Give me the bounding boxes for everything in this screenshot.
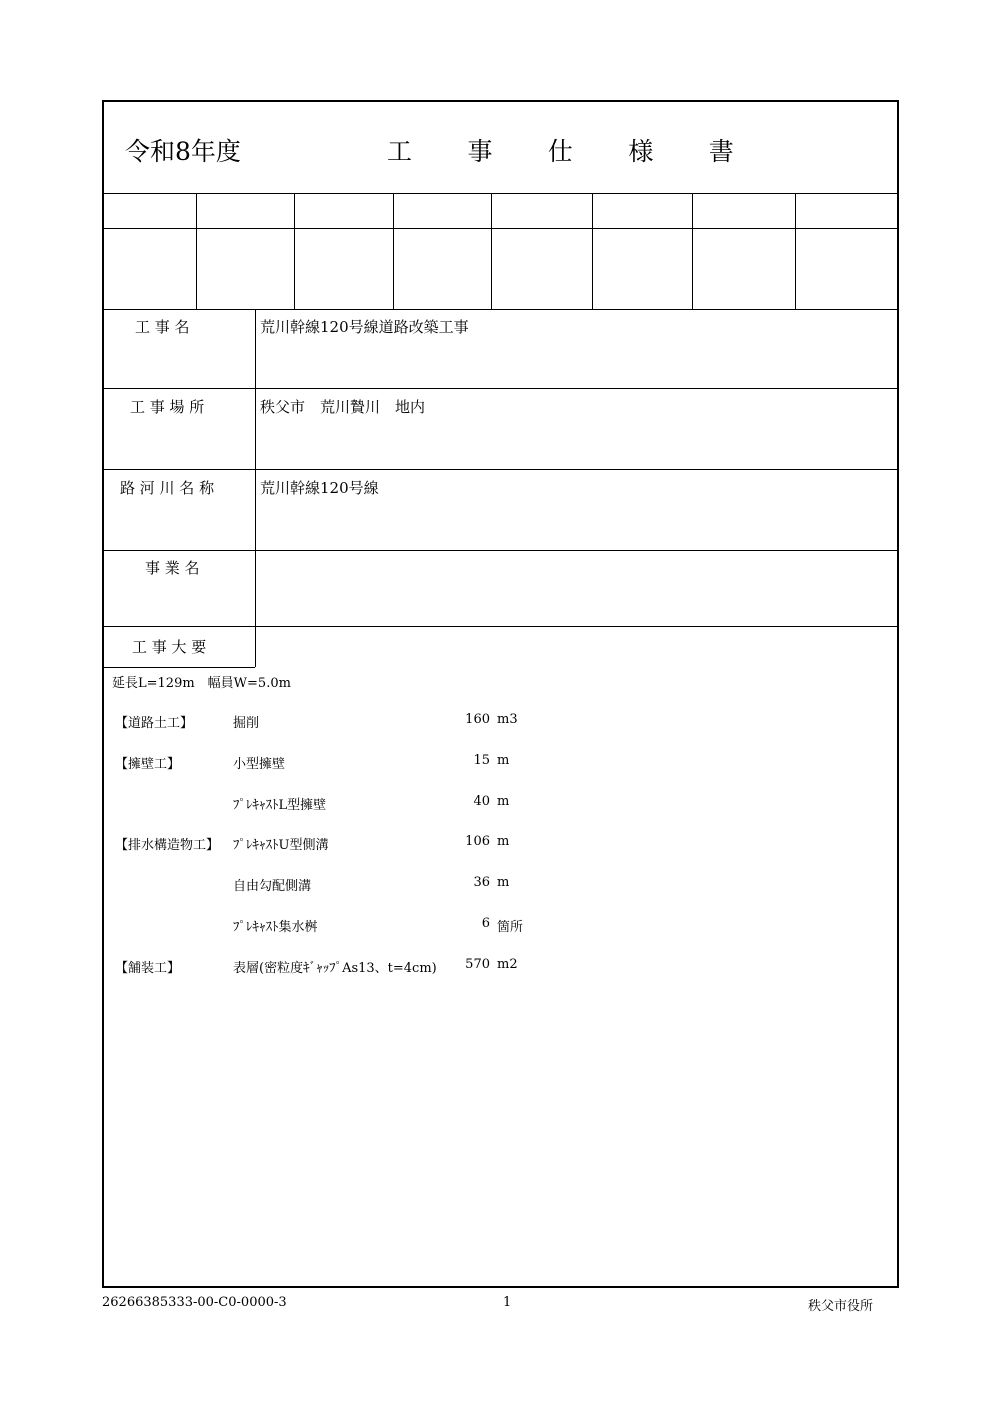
value-work-location: 秩父市 荒川贄川 地内 [260, 398, 426, 416]
summary-dimensions: 延長L=129m 幅員W=5.0m [112, 676, 291, 691]
item-unit: m [497, 875, 510, 890]
value-road-river-name: 荒川幹線120号線 [260, 479, 379, 497]
grid-line [592, 193, 593, 309]
document-frame [102, 100, 899, 1288]
label-project-name: 事 業 名 [145, 559, 200, 577]
item-unit: 箇所 [497, 920, 524, 935]
item-qty: 106 [465, 834, 490, 849]
document-title: 工 事 仕 様 書 [387, 137, 758, 166]
item-name: 表層(密粒度ｷﾞｬｯﾌﾟAs13、t=4cm) [233, 961, 437, 976]
item-qty: 570 [465, 957, 490, 972]
fiscal-year: 令和8年度 [125, 137, 241, 166]
item-unit: m [497, 834, 510, 849]
label-work-location: 工 事 場 所 [130, 398, 205, 416]
footer-doc-id: 26266385333-00-C0-0000-3 [102, 1295, 287, 1310]
item-name: ﾌﾟﾚｷｬｽﾄL型擁壁 [233, 798, 327, 813]
grid-line [255, 309, 256, 667]
footer-page-number: 1 [503, 1295, 512, 1310]
grid-line [795, 193, 796, 309]
grid-line [103, 388, 899, 389]
grid-line [196, 193, 197, 309]
grid-line [103, 667, 255, 668]
label-road-river-name: 路 河 川 名 称 [120, 479, 215, 497]
item-qty: 6 [481, 916, 490, 931]
footer-issuer: 秩父市役所 [808, 1299, 874, 1314]
grid-line [103, 550, 899, 551]
grid-line [491, 193, 492, 309]
item-qty: 36 [473, 875, 490, 890]
label-work-name: 工 事 名 [135, 318, 190, 336]
label-work-summary: 工 事 大 要 [132, 638, 207, 656]
item-unit: m3 [497, 712, 518, 727]
item-name: 掘削 [233, 716, 260, 731]
grid-line [103, 309, 899, 310]
item-qty: 15 [473, 753, 490, 768]
value-work-name: 荒川幹線120号線道路改築工事 [260, 318, 469, 336]
grid-line [103, 626, 899, 627]
item-name: 小型擁壁 [233, 757, 286, 772]
item-name: 自由勾配側溝 [233, 879, 312, 894]
item-name: ﾌﾟﾚｷｬｽﾄ集水桝 [233, 920, 318, 935]
grid-line [294, 193, 295, 309]
item-category: 【擁壁工】 [115, 757, 181, 772]
item-category: 【排水構造物工】 [115, 838, 220, 853]
grid-line [393, 193, 394, 309]
item-category: 【道路土工】 [115, 716, 194, 731]
grid-line [692, 193, 693, 309]
grid-line [103, 193, 899, 194]
item-category: 【舗装工】 [115, 961, 181, 976]
item-unit: m2 [497, 957, 518, 972]
item-qty: 160 [465, 712, 490, 727]
item-unit: m [497, 794, 510, 809]
item-qty: 40 [473, 794, 490, 809]
grid-line [103, 228, 899, 229]
grid-line [103, 469, 899, 470]
item-name: ﾌﾟﾚｷｬｽﾄU型側溝 [233, 838, 329, 853]
item-unit: m [497, 753, 510, 768]
